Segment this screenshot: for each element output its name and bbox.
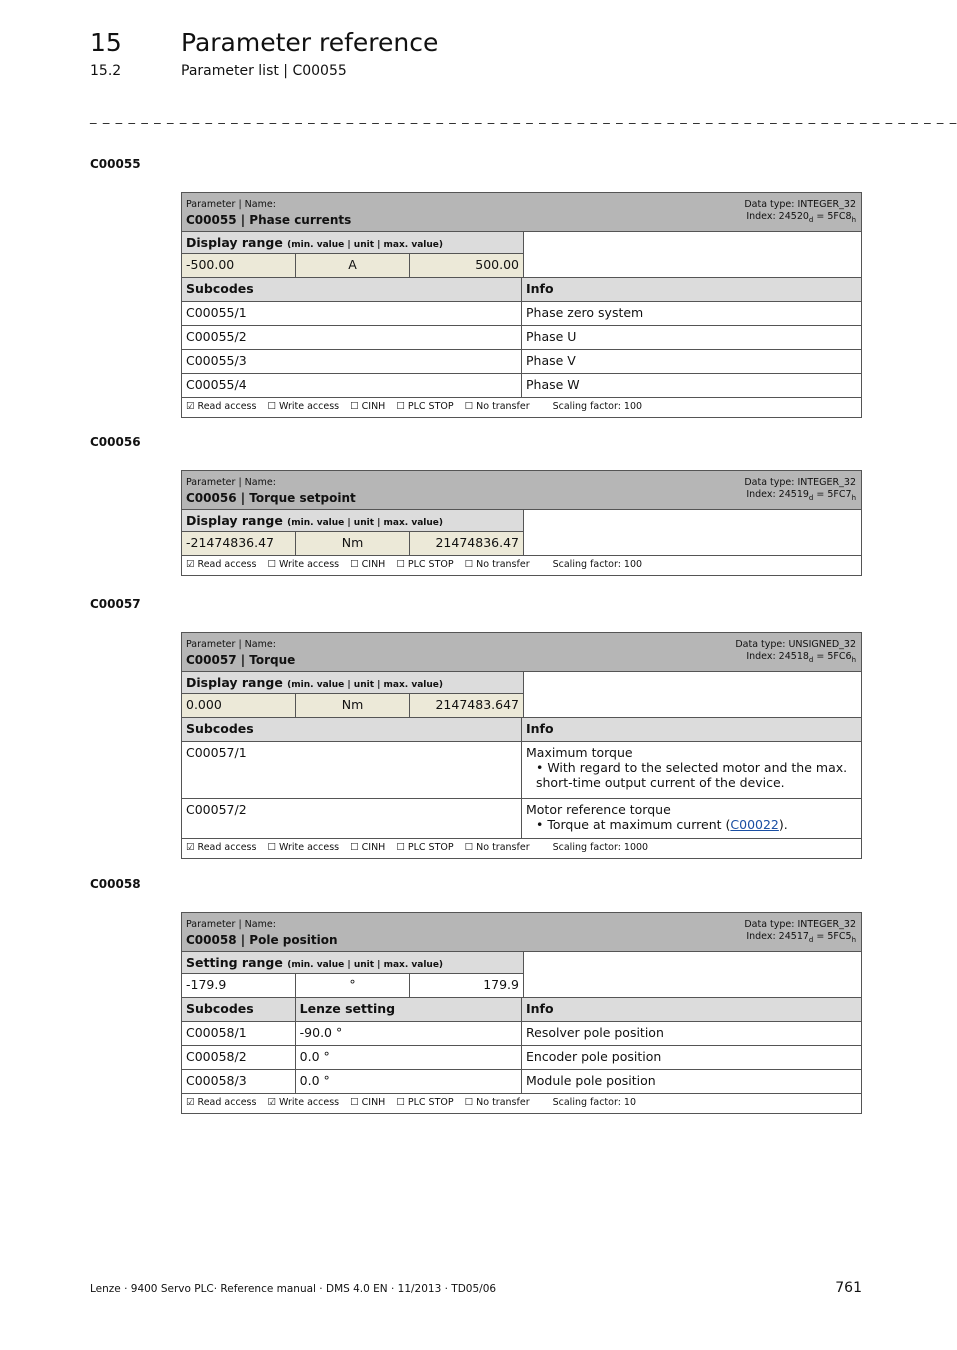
info-bullet: • Torque at maximum current (C00022). bbox=[536, 817, 788, 832]
range-unit: A bbox=[296, 254, 410, 277]
range-row bbox=[182, 510, 861, 556]
section-label-c00057: C00057 bbox=[90, 597, 141, 611]
subcode: C00055/3 bbox=[182, 350, 522, 373]
access-flags-row bbox=[182, 1094, 861, 1113]
info-header: Info bbox=[526, 281, 554, 296]
subcode: C00058/2 bbox=[182, 1046, 296, 1069]
access-flags-row bbox=[182, 839, 861, 858]
param-table-c00055 bbox=[181, 192, 862, 418]
flag-read-access: ☑ Read access bbox=[186, 559, 257, 570]
param-index: Index: $24520_d = 5FC8_h$ bbox=[746, 211, 856, 224]
subcode: C00055/2 bbox=[182, 326, 522, 349]
lenze-setting: -90.0 ° bbox=[296, 1022, 522, 1045]
chapter-number: 15 bbox=[90, 28, 122, 57]
flag-read-access: ☑ Read access bbox=[186, 1097, 257, 1108]
flag-plc-stop: ☐ PLC STOP bbox=[396, 401, 454, 412]
flag-plc-stop: ☐ PLC STOP bbox=[396, 1097, 454, 1108]
lenze-setting: 0.0 ° bbox=[296, 1046, 522, 1069]
param-table-c00056 bbox=[181, 470, 862, 576]
section-label-c00056: C00056 bbox=[90, 435, 141, 449]
range-max: 2147483.647 bbox=[435, 697, 519, 712]
section-number: 15.2 bbox=[90, 63, 122, 79]
c00022-link[interactable]: C00022 bbox=[730, 817, 779, 832]
flag-cinh: ☐ CINH bbox=[350, 1097, 386, 1108]
info-header: Info bbox=[526, 1001, 554, 1016]
param-name-label: Parameter | Name: bbox=[186, 477, 276, 488]
flag-write-access: ☑ Write access bbox=[267, 1097, 340, 1108]
subcode-info: Module pole position bbox=[526, 1073, 656, 1088]
subcodes-header: Subcodes bbox=[182, 718, 522, 741]
table-row bbox=[182, 742, 861, 799]
param-index: Index: $24517_d = 5FC5_h$ bbox=[746, 931, 856, 944]
flag-cinh: ☐ CINH bbox=[350, 401, 386, 412]
range-unit: ° bbox=[296, 974, 410, 997]
chapter-title: Parameter reference bbox=[181, 28, 439, 57]
param-header bbox=[182, 471, 861, 510]
subcode: C00057/1 bbox=[182, 742, 522, 798]
range-max: 500.00 bbox=[475, 257, 519, 272]
param-index: Index: $24519_d = 5FC7_h$ bbox=[746, 489, 856, 502]
range-header: Display range (min. value | unit | max. value) bbox=[182, 510, 523, 532]
subcode: C00058/1 bbox=[182, 1022, 296, 1045]
param-header bbox=[182, 633, 861, 672]
param-header bbox=[182, 193, 861, 232]
subcodes-header: Subcodes bbox=[182, 998, 296, 1021]
table-row bbox=[182, 302, 861, 326]
param-table-c00057 bbox=[181, 632, 862, 859]
subcode-info: Encoder pole position bbox=[526, 1049, 662, 1064]
subcode-info: Phase W bbox=[526, 377, 580, 392]
table-row bbox=[182, 1046, 861, 1070]
range-min: -179.9 bbox=[182, 974, 296, 997]
table-row bbox=[182, 799, 861, 839]
page-number: 761 bbox=[835, 1280, 862, 1296]
scaling-factor: Scaling factor: 100 bbox=[552, 401, 643, 412]
table-row bbox=[182, 374, 861, 398]
subcode-header-row bbox=[182, 998, 861, 1022]
table-row bbox=[182, 350, 861, 374]
data-type: Data type: INTEGER_32 bbox=[744, 919, 856, 930]
info-bullet: • With regard to the selected motor and the max. short-time output current of the device. bbox=[536, 760, 848, 790]
table-row bbox=[182, 1070, 861, 1094]
subcode: C00058/3 bbox=[182, 1070, 296, 1093]
param-name: C00058 | Pole position bbox=[186, 933, 338, 947]
data-type: Data type: UNSIGNED_32 bbox=[735, 639, 856, 650]
lenze-setting-header: Lenze setting bbox=[296, 998, 522, 1021]
subcode: C00055/4 bbox=[182, 374, 522, 397]
flag-read-access: ☑ Read access bbox=[186, 842, 257, 853]
subcodes-header: Subcodes bbox=[182, 278, 522, 301]
range-max: 179.9 bbox=[483, 977, 519, 992]
table-row bbox=[182, 326, 861, 350]
subcode: C00055/1 bbox=[182, 302, 522, 325]
subcode: C00057/2 bbox=[182, 799, 522, 838]
subcode-info: Phase V bbox=[526, 353, 576, 368]
param-name-label: Parameter | Name: bbox=[186, 199, 276, 210]
param-name: C00057 | Torque bbox=[186, 653, 296, 667]
range-row bbox=[182, 672, 861, 718]
flag-plc-stop: ☐ PLC STOP bbox=[396, 842, 454, 853]
range-unit: Nm bbox=[296, 532, 410, 555]
access-flags-row bbox=[182, 398, 861, 417]
lenze-setting: 0.0 ° bbox=[296, 1070, 522, 1093]
section-label-c00055: C00055 bbox=[90, 157, 141, 171]
flag-no-transfer: ☐ No transfer bbox=[464, 559, 530, 570]
footer-text: Lenze · 9400 Servo PLC· Reference manual · DMS 4.0 EN · 11/2013 · TD05/06 bbox=[90, 1283, 497, 1295]
flag-read-access: ☑ Read access bbox=[186, 401, 257, 412]
range-unit: Nm bbox=[296, 694, 410, 717]
param-name-label: Parameter | Name: bbox=[186, 919, 276, 930]
flag-write-access: ☐ Write access bbox=[267, 842, 340, 853]
range-min: 0.000 bbox=[182, 694, 296, 717]
param-table-c00058 bbox=[181, 912, 862, 1114]
access-flags-row bbox=[182, 556, 861, 575]
flag-no-transfer: ☐ No transfer bbox=[464, 1097, 530, 1108]
range-min: -21474836.47 bbox=[182, 532, 296, 555]
section-label-c00058: C00058 bbox=[90, 877, 141, 891]
range-header: Display range (min. value | unit | max. value) bbox=[182, 672, 523, 694]
flag-write-access: ☐ Write access bbox=[267, 401, 340, 412]
flag-no-transfer: ☐ No transfer bbox=[464, 842, 530, 853]
table-row bbox=[182, 1022, 861, 1046]
scaling-factor: Scaling factor: 10 bbox=[552, 1097, 637, 1108]
range-row bbox=[182, 232, 861, 278]
subcode-info: Motor reference torque • Torque at maximum current (C00022). bbox=[522, 799, 861, 838]
flag-plc-stop: ☐ PLC STOP bbox=[396, 559, 454, 570]
param-header bbox=[182, 913, 861, 952]
range-min: -500.00 bbox=[182, 254, 296, 277]
section-title: Parameter list | C00055 bbox=[181, 63, 347, 79]
subcode-info: Phase zero system bbox=[526, 305, 644, 320]
dashed-rule: _ _ _ _ _ _ _ _ _ _ _ _ _ _ _ _ _ _ _ _ _ _ _ _ _ _ _ _ _ _ _ _ _ _ _ _ _ _ _ _ _ _ _ _ _ _ _ _ _ _ _ _ _ _ _ _ _ _ _ _ _ _ _ _ _ _ _ _ bbox=[90, 110, 957, 125]
param-name-label: Parameter | Name: bbox=[186, 639, 276, 650]
data-type: Data type: INTEGER_32 bbox=[744, 199, 856, 210]
subcode-info: Resolver pole position bbox=[526, 1025, 664, 1040]
range-max: 21474836.47 bbox=[435, 535, 519, 550]
data-type: Data type: INTEGER_32 bbox=[744, 477, 856, 488]
subcode-header-row bbox=[182, 718, 861, 742]
range-header: Setting range (min. value | unit | max. value) bbox=[182, 952, 523, 974]
flag-cinh: ☐ CINH bbox=[350, 559, 386, 570]
scaling-factor: Scaling factor: 1000 bbox=[552, 842, 649, 853]
range-row bbox=[182, 952, 861, 998]
range-header: Display range (min. value | unit | max. value) bbox=[182, 232, 523, 254]
flag-cinh: ☐ CINH bbox=[350, 842, 386, 853]
flag-no-transfer: ☐ No transfer bbox=[464, 401, 530, 412]
param-name: C00055 | Phase currents bbox=[186, 213, 352, 227]
subcode-info: Phase U bbox=[526, 329, 577, 344]
param-name: C00056 | Torque setpoint bbox=[186, 491, 356, 505]
param-index: Index: $24518_d = 5FC6_h$ bbox=[746, 651, 856, 664]
info-header: Info bbox=[526, 721, 554, 736]
subcode-info: Maximum torque • With regard to the selected motor and the max. short-time output current of the device. bbox=[522, 742, 861, 798]
flag-write-access: ☐ Write access bbox=[267, 559, 340, 570]
subcode-header-row bbox=[182, 278, 861, 302]
scaling-factor: Scaling factor: 100 bbox=[552, 559, 643, 570]
